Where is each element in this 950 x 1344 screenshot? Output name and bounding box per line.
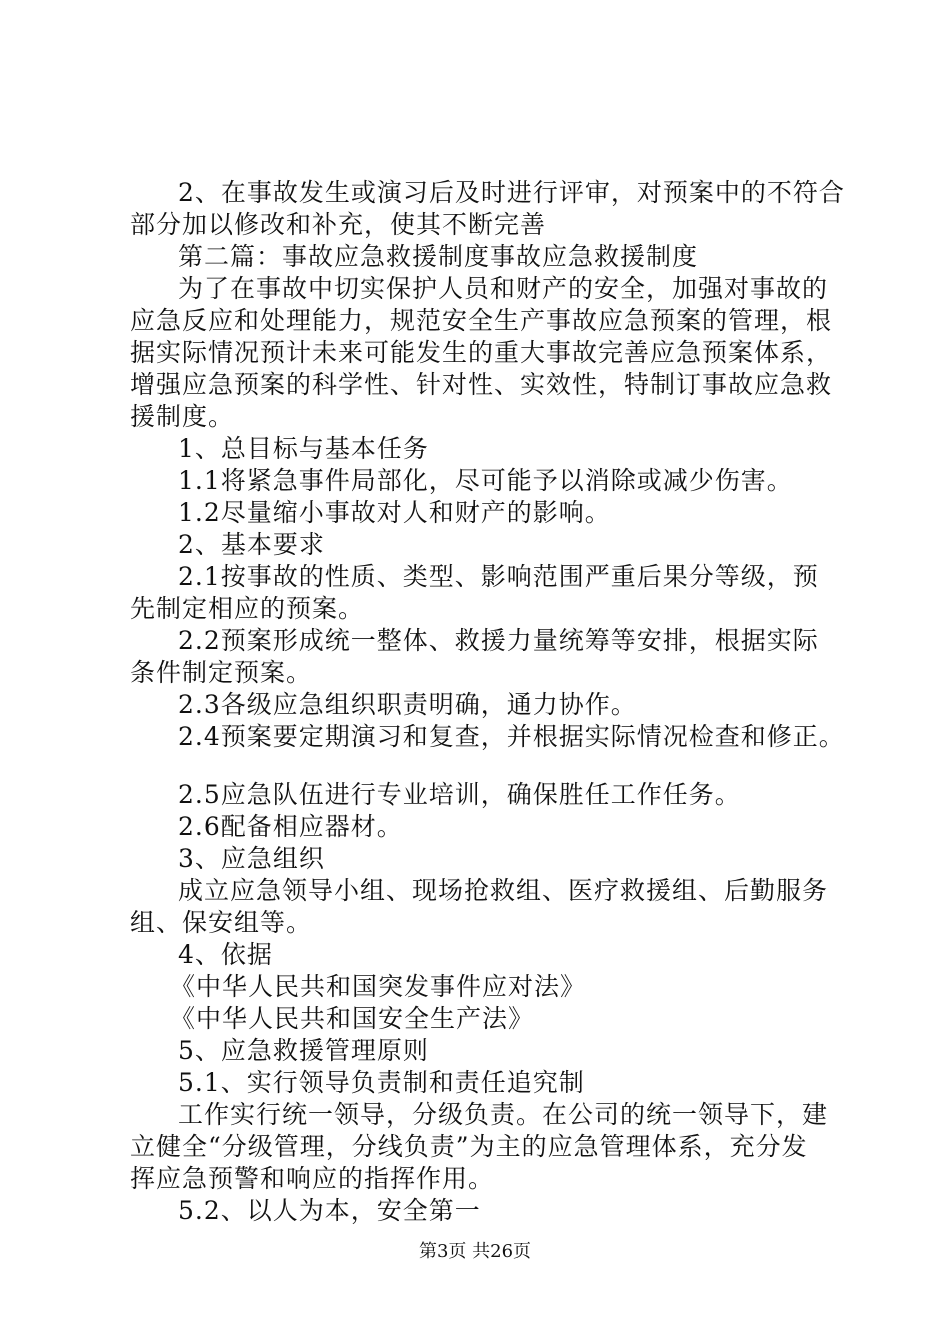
- text-line: 1.2尽量缩小事故对人和财产的影响。: [178, 498, 611, 527]
- text-line: 组、保安组等。: [130, 908, 313, 937]
- text-line: 5.2、以人为本，安全第一: [178, 1196, 481, 1225]
- text-line: 2、基本要求: [178, 530, 325, 559]
- text-line: 为了在事故中切实保护人员和财产的安全，加强对事故的: [178, 274, 829, 303]
- text-line: 2.2预案形成统一整体、救援力量统筹等安排，根据实际: [178, 626, 819, 655]
- text-line: 《中华人民共和国安全生产法》: [170, 1004, 535, 1033]
- text-line: 挥应急预警和响应的指挥作用。: [130, 1164, 495, 1193]
- text-line: 先制定相应的预案。: [130, 594, 365, 623]
- text-line: 立健全“分级管理，分线负责”为主的应急管理体系，充分发: [130, 1132, 808, 1161]
- text-line: 2.6配备相应器材。: [178, 812, 403, 841]
- text-line: 2.5应急队伍进行专业培训，确保胜任工作任务。: [178, 780, 741, 809]
- text-line: 条件制定预案。: [130, 658, 313, 687]
- text-line: 5.1、实行领导负责制和责任追究制: [178, 1068, 585, 1097]
- section-heading: 第二篇：事故应急救援制度事故应急救援制度: [178, 242, 699, 271]
- text-line: 工作实行统一领导，分级负责。在公司的统一领导下，建: [178, 1100, 829, 1129]
- text-line: 2.4预案要定期演习和复查，并根据实际情况检查和修正。: [178, 722, 845, 751]
- text-line: 据实际情况预计未来可能发生的重大事故完善应急预案体系，: [130, 338, 833, 367]
- text-line: 部分加以修改和补充，使其不断完善: [130, 210, 547, 239]
- text-line: 2.1按事故的性质、类型、影响范围严重后果分等级，预: [178, 562, 819, 591]
- text-line: 成立应急领导小组、现场抢救组、医疗救援组、后勤服务: [178, 876, 829, 905]
- text-line: 1.1将紧急事件局部化，尽可能予以消除或减少伤害。: [178, 466, 793, 495]
- text-line: 增强应急预案的科学性、针对性、实效性，特制订事故应急救: [130, 370, 833, 399]
- text-line: 2、在事故发生或演习后及时进行评审，对预案中的不符合: [178, 178, 845, 207]
- text-line: 5、应急救援管理原则: [178, 1036, 429, 1065]
- text-line: 2.3各级应急组织职责明确，通力协作。: [178, 690, 637, 719]
- text-line: 1、总目标与基本任务: [178, 434, 429, 463]
- page-number-footer: 第3页 共26页: [418, 1241, 532, 1262]
- text-line: 4、依据: [178, 940, 273, 969]
- text-line: 3、应急组织: [178, 844, 325, 873]
- text-line: 《中华人民共和国突发事件应对法》: [170, 972, 587, 1001]
- text-line: 援制度。: [130, 402, 235, 431]
- text-line: 应急反应和处理能力，规范安全生产事故应急预案的管理，根: [130, 306, 833, 335]
